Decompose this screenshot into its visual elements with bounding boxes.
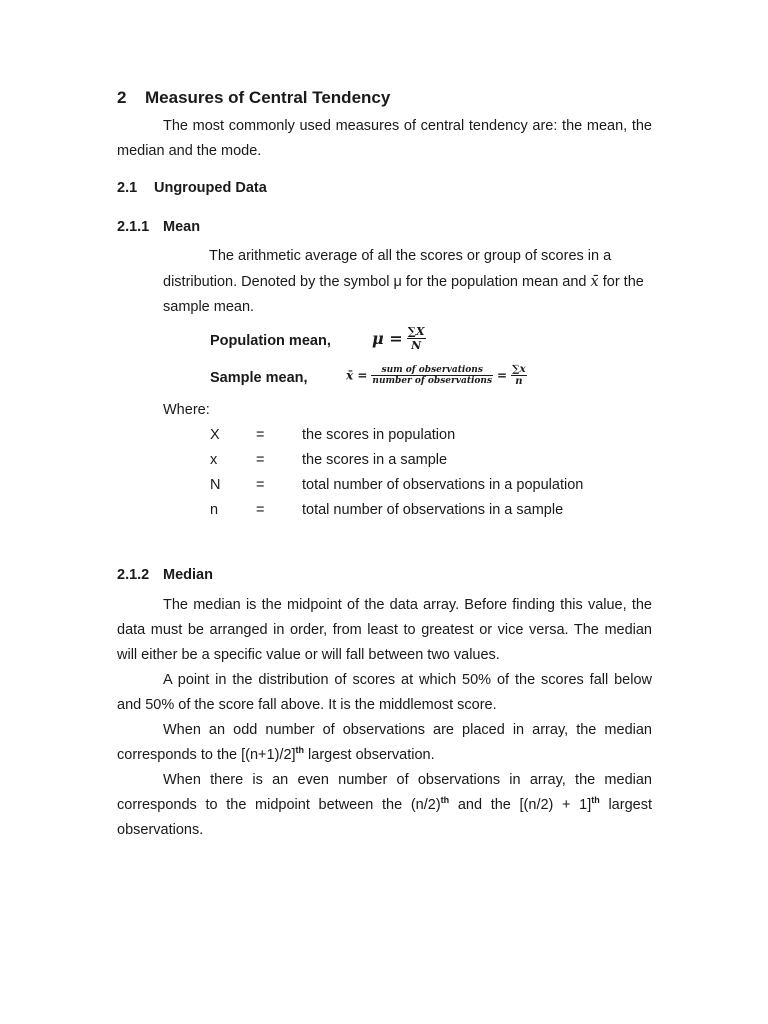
sample-fraction-words xyxy=(371,365,493,386)
population-mu: μ = xyxy=(372,329,403,348)
subsection-title: Ungrouped Data xyxy=(154,180,267,196)
section-heading xyxy=(117,88,390,108)
sample-equals: = xyxy=(497,368,508,383)
where-label: Where: xyxy=(163,402,210,418)
sample-xbar: x̄ = xyxy=(346,368,368,383)
mean-definition-paragraph: The arithmetic average of all the scores or group of scores in a distribution. Denoted by the symbol μ for the population mean and x̄ for the sample mean. xyxy=(163,248,644,315)
median-paragraph-4: When there is an even number of observations in array, the median corresponds to the midpoint between the $(n/2)^{th}$ and the $[(n/2) + 1]^{th}$ largest observations. xyxy=(117,772,652,838)
section-number: 2 xyxy=(117,88,127,107)
sample-denominator-symbols: n xyxy=(515,376,523,387)
subsubsection-title: Mean xyxy=(163,219,201,235)
population-denominator: N xyxy=(411,339,422,352)
mu-symbol: μ xyxy=(393,273,402,290)
intro-paragraph: The most commonly used measures of central tendency are: the mean, the median and the mode. xyxy=(117,118,652,159)
subsubsection-heading-median xyxy=(117,567,213,583)
subsubsection-title: Median xyxy=(163,567,213,583)
population-mean-label: Population mean, xyxy=(210,333,331,349)
sample-mean-label: Sample mean, xyxy=(210,370,308,386)
sample-numerator-words: sum of observations xyxy=(371,365,493,376)
median-paragraph-2: A point in the distribution of scores at which 50% of the scores fall below and 50% of the score fall above. It is the middlemost score. xyxy=(117,672,652,713)
sample-numerator-symbols: ∑x xyxy=(512,364,526,375)
xbar-symbol: x̄ xyxy=(590,273,599,290)
section-title: Measures of Central Tendency xyxy=(145,88,391,107)
subsection-heading-ungrouped xyxy=(117,180,267,196)
median-paragraph-1: The median is the midpoint of the data array. Before finding this value, the data must be arranged in order, from least to greatest or vice versa. The median will either be a specific value or will fall between two values. xyxy=(117,597,652,663)
population-numerator: ∑X xyxy=(407,325,425,338)
median-paragraph-3: When an odd number of observations are placed in array, the median corresponds to the $[(n+1)/2]^{th}$ largest observation. xyxy=(117,722,652,763)
document-page: 2 Measures of Central Tendency The most commonly used measures of central tendency are: the mean, the median and the mode. 2.1 Ungrouped Data 2.1.1 Mean The arithmetic average of all the scores or group of scores in a distribution. Denoted by the symbol μ for the population mean and x̄ for the sample mean. Population mean, μ = $\frac{\sum X}{N}$ Sample mean, x̄ = $\frac{\text{sum of observations}}{\text{number of observations}}$ = $\frac{\sum x}{n}$ Where: X = the scores in population x = the scores in a sample N = total number of observations in a population n = total number of observations in a sample 2.1.2 Median The median is the midpoint of the data array. Before finding this value, the data must be arranged in order, from least to greatest or vice versa. The median will either be a specific value or will fall between two values. A point in the distribution of scores at which 50% of the scores fall below and 50% of the score fall above. It is the middlemost score. When an odd number of observations are placed in array, the median corresponds to the $[(n+1)/2]^{th}$ largest observation. When there is an even number of observations in array, the median corresponds to the midpoint between the $(n/2)^{th}$ and the $[(n/2) + 1]^{th}$ largest observations. xyxy=(0,0,768,1024)
subsection-number: 2.1 xyxy=(117,180,138,196)
subsubsection-heading-mean xyxy=(117,219,200,235)
population-mean-formula xyxy=(372,325,426,352)
sample-mean-formula xyxy=(346,364,527,387)
subsubsection-number: 2.1.2 xyxy=(117,567,150,583)
subsubsection-number: 2.1.1 xyxy=(117,219,150,235)
sample-denominator-words: number of observations xyxy=(372,376,493,386)
population-fraction xyxy=(407,325,426,352)
sample-fraction-symbols xyxy=(511,364,527,387)
